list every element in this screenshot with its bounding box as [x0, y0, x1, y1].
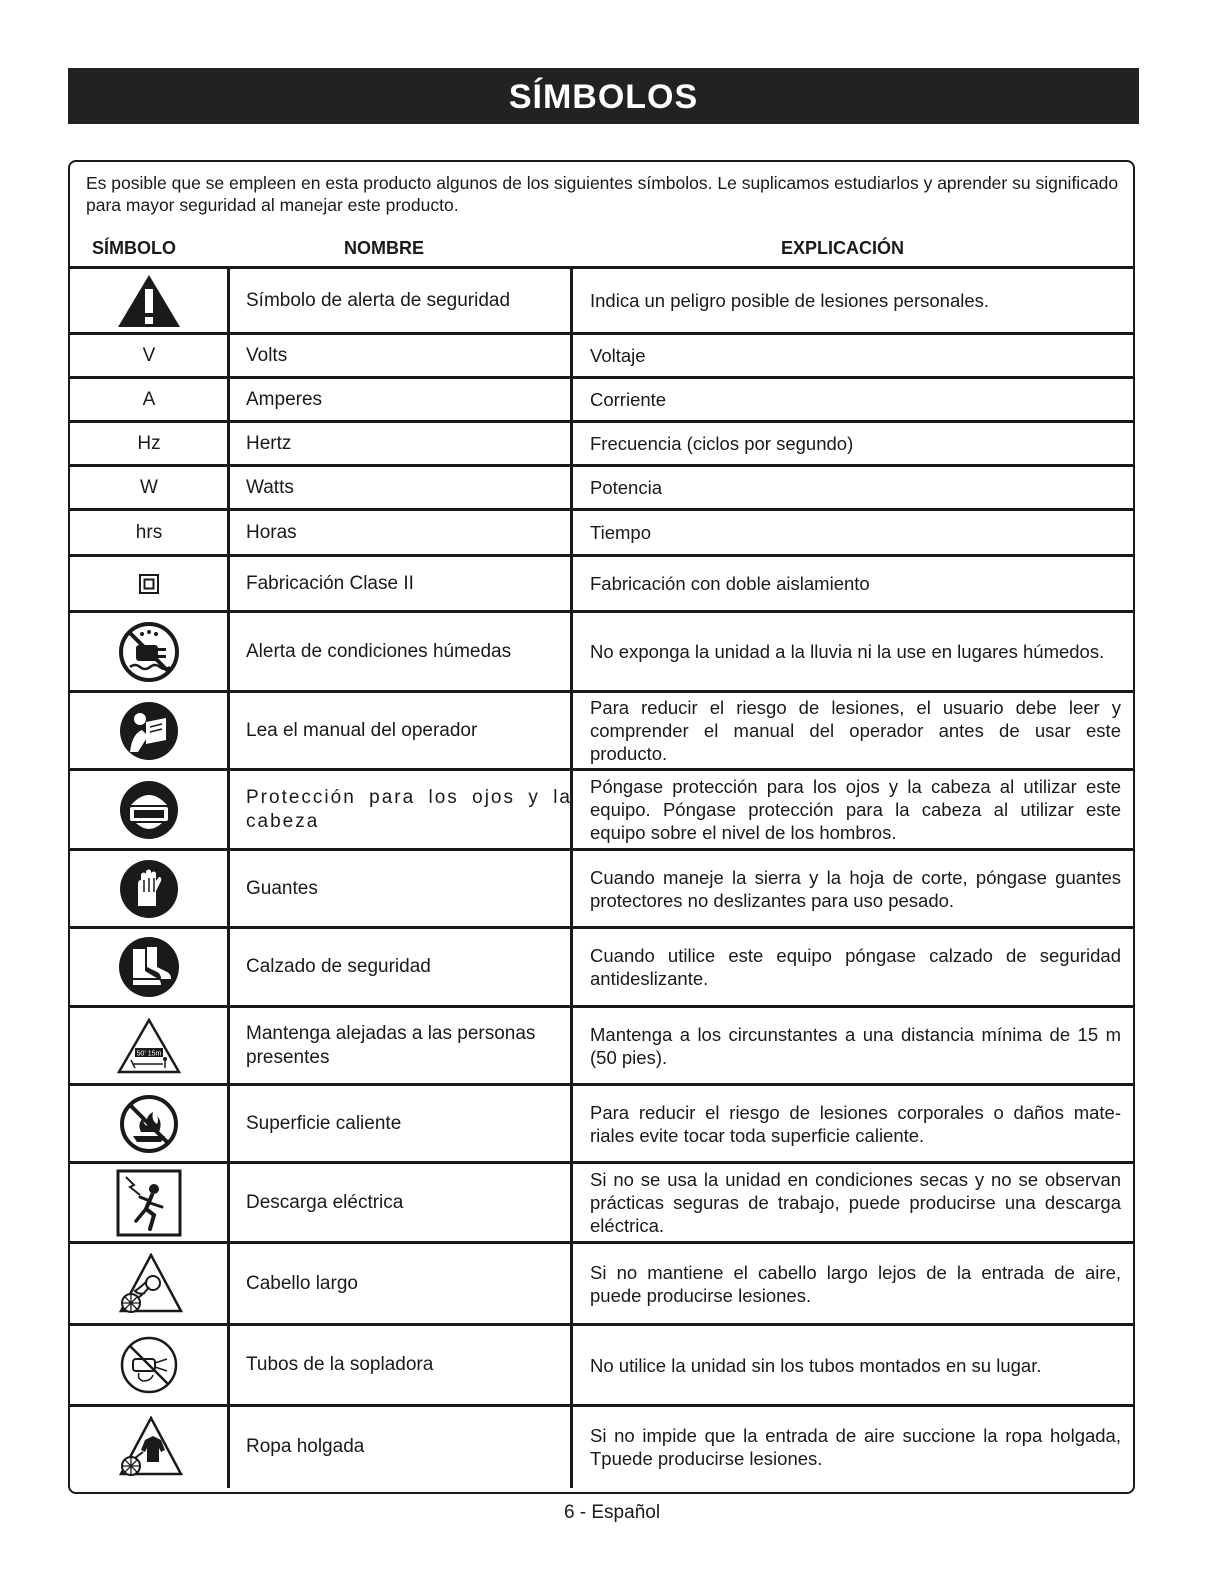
- row-name: Fabricación Clase II: [246, 572, 414, 594]
- row-symbol: V: [142, 344, 156, 366]
- row-name: Horas: [246, 521, 297, 543]
- table-row: [70, 379, 1133, 420]
- row-symbol: W: [140, 476, 158, 498]
- electric-shock-icon: [116, 1169, 182, 1237]
- row-name: Mantenga alejadas a las personas presentes: [246, 1022, 536, 1068]
- table-row: [70, 1008, 1133, 1083]
- row-explanation: Para reducir el riesgo de lesiones, el usuario debe leer y comprender el manual del operador antes de usar este producto.: [590, 697, 1121, 764]
- row-symbol: hrs: [135, 521, 163, 543]
- intro-text: Es posible que se empleen en esta producto algunos de los siguientes símbolos. Le suplicamos estudiarlos y aprender su significado para mayor seguridad al manejar este producto.: [86, 173, 1119, 215]
- row-explanation: Potencia: [590, 477, 662, 498]
- blower-tubes-icon: [119, 1335, 179, 1395]
- row-name: Calzado de seguridad: [246, 956, 431, 977]
- table-row: [70, 851, 1133, 926]
- table-row: [70, 1407, 1133, 1487]
- table-row: [70, 511, 1133, 554]
- row-name: Alerta de condiciones húmedas: [246, 640, 512, 662]
- row-name: Cabello largo: [246, 1272, 358, 1294]
- read-manual-icon: [118, 700, 180, 762]
- table-row: [70, 467, 1133, 508]
- row-explanation: Fabricación con doble aislamiento: [590, 573, 870, 594]
- row-explanation: Mantenga a los circunstantes a una distancia mínima de 15 m (50 pies).: [590, 1023, 1121, 1068]
- row-explanation: Frecuencia (ciclos por segundo): [590, 433, 854, 454]
- row-name: Amperes: [246, 388, 323, 410]
- row-explanation: Tiempo: [590, 522, 652, 543]
- row-name: Guantes: [246, 877, 318, 899]
- safety-footwear-icon: [117, 935, 181, 999]
- row-explanation: Si no mantiene el cabello largo lejos de la entrada de aire, puede producirse lesiones.: [590, 1261, 1121, 1306]
- eye-head-protection-icon: [118, 779, 180, 841]
- hot-surface-icon: [119, 1094, 179, 1154]
- table-row: [70, 423, 1133, 464]
- row-name: Tubos de la sopladora: [246, 1354, 434, 1375]
- row-symbol: A: [142, 388, 156, 410]
- keep-bystanders-away-icon: [117, 1018, 181, 1074]
- safety-alert-icon: [116, 273, 182, 329]
- row-name: Watts: [246, 476, 294, 498]
- row-explanation: No utilice la unidad sin los tubos montados en su lugar.: [590, 1354, 1042, 1376]
- wet-conditions-icon: [118, 621, 180, 683]
- table-row: [70, 1244, 1133, 1323]
- distance-label: 50' 15m: [136, 1050, 162, 1057]
- header-name: NOMBRE: [344, 238, 424, 258]
- table-row: [70, 1326, 1133, 1404]
- table-row: [70, 693, 1133, 768]
- header-explanation: EXPLICACIÓN: [781, 238, 905, 258]
- row-name: Descarga eléctrica: [246, 1191, 404, 1213]
- row-explanation: Póngase protección para los ojos y la cabeza al utilizar este equipo. Póngase protección para la cabeza al utilizar este equipo sobre el nivel de los hombros.: [590, 776, 1121, 843]
- row-explanation: Cuando maneje la sierra y la hoja de corte, póngase guantes protectores no deslizantes para uso pesado.: [590, 866, 1121, 911]
- row-name: Lea el manual del operador: [246, 719, 478, 741]
- long-hair-icon: [115, 1253, 183, 1315]
- page-title: SÍMBOLOS: [68, 68, 1139, 124]
- row-name: Ropa holgada: [246, 1436, 365, 1457]
- row-name: Volts: [246, 344, 288, 366]
- row-name: Protección para los ojos y la cabeza: [246, 786, 572, 832]
- table-row: [70, 557, 1133, 610]
- row-name: Superficie caliente: [246, 1112, 402, 1134]
- table-row: [70, 335, 1133, 376]
- table-row: [70, 1164, 1133, 1241]
- header-symbol: SÍMBOLO: [92, 238, 176, 258]
- row-symbol: Hz: [137, 432, 161, 454]
- row-explanation: Para reducir el riesgo de lesiones corporales o daños mate-riales evite tocar toda superficie caliente.: [590, 1101, 1121, 1146]
- loose-clothing-icon: [115, 1416, 183, 1478]
- row-explanation: No exponga la unidad a la lluvia ni la use en lugares húmedos.: [590, 641, 1105, 662]
- row-explanation: Si no impide que la entrada de aire succione la ropa holgada, Tpuede producirse lesiones.: [590, 1425, 1121, 1469]
- gloves-icon: [118, 858, 180, 920]
- row-name: Hertz: [246, 432, 292, 454]
- table-row: [70, 269, 1133, 332]
- table-row: [70, 613, 1133, 690]
- row-explanation: Cuando utilice este equipo póngase calzado de seguridad antideslizante.: [590, 945, 1121, 989]
- table-row: [70, 771, 1133, 848]
- row-explanation: Indica un peligro posible de lesiones personales.: [590, 290, 990, 311]
- table-row: [70, 929, 1133, 1005]
- page-footer: 6 - Español: [563, 1502, 661, 1523]
- class-ii-construction-icon: [139, 574, 159, 594]
- row-explanation: Voltaje: [590, 345, 646, 366]
- row-name: Símbolo de alerta de seguridad: [246, 289, 511, 311]
- row-explanation: Corriente: [590, 389, 667, 410]
- row-explanation: Si no se usa la unidad en condiciones secas y no se observan prácticas seguras de trabajo, puede producirse una descarga eléctrica.: [590, 1169, 1121, 1236]
- table-row: [70, 1086, 1133, 1161]
